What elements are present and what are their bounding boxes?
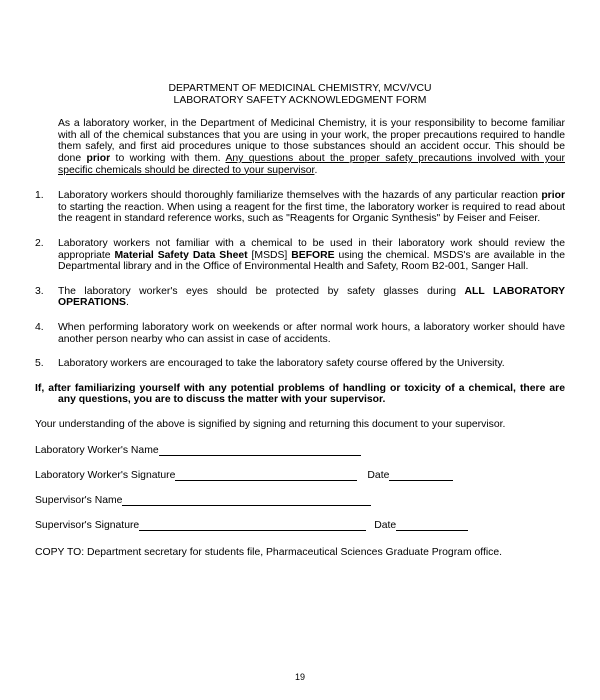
worker-name-label: Laboratory Worker's Name — [35, 444, 159, 456]
rule-number: 1. — [35, 190, 44, 202]
intro-text-1: As a laboratory worker, in the Department of Medicinal Chemistry, it is your responsibility to become familiar with all of the chemical substances that you are using in your work, the proper precautions required to handle them safely, and first aid procedures unique to those substances should an accident occur. This should be done — [58, 118, 565, 164]
supervisor-name-row — [35, 494, 565, 506]
form-page — [35, 83, 565, 559]
supervisor-date-field[interactable] — [396, 520, 468, 531]
intro-paragraph — [35, 118, 565, 176]
rule-2-bold-msds: Material Safety Data Sheet — [114, 249, 248, 261]
rule-number: 5. — [35, 358, 44, 370]
supervisor-signature-label: Supervisor's Signature — [35, 519, 140, 531]
date-label-2: Date — [374, 519, 397, 531]
intro-end: . — [314, 164, 318, 176]
worker-signature-row — [35, 469, 565, 481]
form-header — [35, 83, 565, 106]
rule-text: When performing laboratory work on weekends or after normal work hours, a laboratory worker should have another person nearby who can assist in case of accidents. — [58, 321, 565, 345]
worker-name-row — [35, 444, 565, 456]
rule-text — [58, 238, 565, 273]
rule-number: 3. — [35, 285, 44, 297]
rule-text — [58, 190, 565, 225]
department-title: DEPARTMENT OF MEDICINAL CHEMISTRY, MCV/VCU — [168, 83, 432, 94]
intro-text-2: to working with them. — [110, 152, 226, 164]
rule-2-text-e: using the chemical. MSDS's are available in the Departmental library and in the Office of Environmental Health and Safety, Room B2-001, Sanger Hall. — [58, 249, 565, 273]
rule-2-bold-before: BEFORE — [291, 249, 335, 261]
rule-item-5 — [35, 358, 565, 370]
rule-item-1 — [35, 190, 565, 225]
supervisor-signature-row — [35, 519, 565, 531]
page-number: 19 — [294, 672, 305, 682]
worker-signature-label: Laboratory Worker's Signature — [35, 469, 176, 481]
form-title: LABORATORY SAFETY ACKNOWLEDGMENT FORM — [173, 94, 427, 106]
copy-to-note: COPY TO: Department secretary for students file, Pharmaceutical Sciences Graduate Program office. — [35, 547, 503, 559]
intro-bold-prior: prior — [86, 152, 111, 164]
worker-name-field[interactable] — [159, 445, 361, 456]
rule-3-bold: ALL LABORATORY OPERATIONS — [58, 285, 565, 309]
worker-signature-field[interactable] — [175, 470, 357, 481]
rule-item-2 — [35, 238, 565, 273]
rule-text: Laboratory workers are encouraged to take the laboratory safety course offered by the University. — [58, 358, 505, 370]
rule-item-3 — [35, 286, 565, 309]
supervisor-name-field[interactable] — [122, 495, 371, 506]
supervisor-signature-field[interactable] — [139, 520, 366, 531]
worker-date-field[interactable] — [389, 470, 453, 481]
rule-1-bold: prior — [541, 190, 565, 202]
rules-list — [35, 190, 565, 370]
understanding-paragraph: Your understanding of the above is signified by signing and returning this document to your supervisor. — [35, 418, 506, 430]
date-label-1: Date — [367, 469, 390, 481]
rule-1-text-a: Laboratory workers should thoroughly familiarize themselves with the hazards of any particular reaction — [58, 190, 542, 202]
rule-1-text-c: to starting the reaction. When using a reagent for the first time, the laboratory worker is required to read about the reagent in standard reference works, such as "Reagents for Organic Synthesis" by Feiser and Feiser. — [58, 201, 565, 225]
warning-paragraph: If, after familiarizing yourself with any potential problems of handling or toxicity of a chemical, there are any questions, you are to discuss the matter with your supervisor. — [35, 382, 565, 406]
intro-underlined-text: Any questions about the proper safety precautions involved with your specific chemicals should be directed to your supervisor — [58, 152, 565, 176]
supervisor-name-label: Supervisor's Name — [35, 494, 123, 506]
rule-text — [58, 286, 565, 309]
rule-number: 4. — [35, 321, 44, 333]
rule-3-text-a: The laboratory worker's eyes should be protected by safety glasses during — [58, 285, 465, 297]
rule-3-text-c: . — [125, 297, 129, 309]
rule-item-4 — [35, 322, 565, 345]
rule-2-text-c: [MSDS] — [247, 249, 292, 261]
rule-2-text-a: Laboratory workers not familiar with a chemical to be used in their laboratory work should review the appropriate — [58, 237, 565, 261]
rule-number: 2. — [35, 237, 44, 249]
